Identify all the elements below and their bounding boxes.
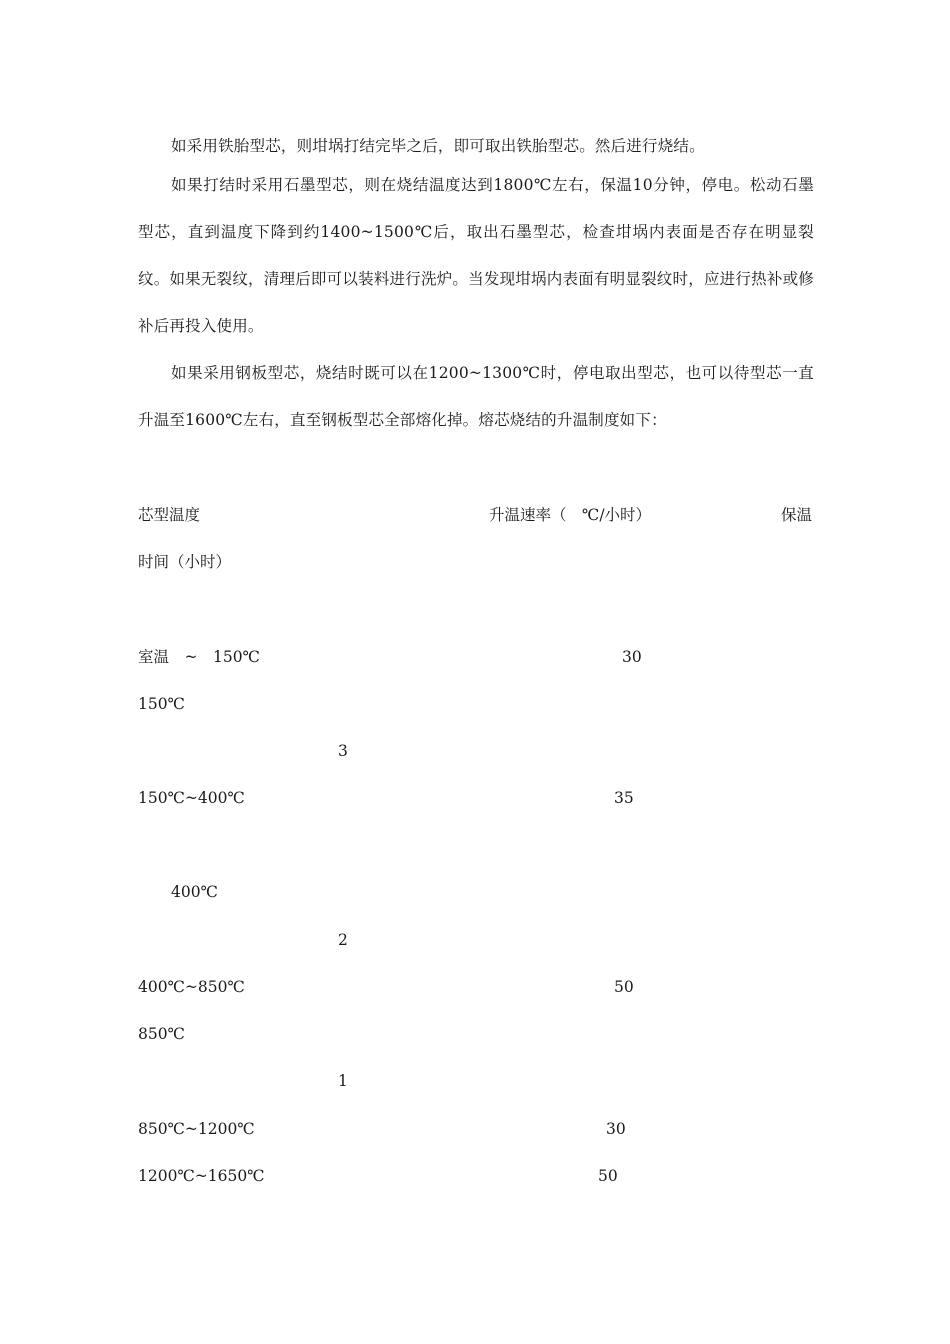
row-temp-150: 150℃ xyxy=(138,695,185,713)
row-temp-150-400: 150℃~400℃ xyxy=(138,789,245,807)
row-hold-150: 3 xyxy=(338,742,348,760)
row-rate-room-150: 30 xyxy=(622,648,642,666)
row-temp-400-850: 400℃~850℃ xyxy=(138,978,245,996)
header-core-temperature: 芯型温度 xyxy=(138,506,201,524)
row-hold-400: 2 xyxy=(338,931,348,949)
row-temp-850: 850℃ xyxy=(138,1025,185,1043)
paragraph-steel-core: 如果采用钢板型芯，烧结时既可以在1200~1300℃时，停电取出型芯，也可以待型芯一直升温至1600℃左右，直至钢板型芯全部熔化掉。熔芯烧结的升温制度如下： xyxy=(138,364,814,429)
row-hold-850: 1 xyxy=(338,1072,348,1090)
row-temp-850-1200: 850℃~1200℃ xyxy=(138,1120,255,1138)
header-hold: 保温 xyxy=(781,506,813,524)
paragraph-graphite-core: 如果打结时采用石墨型芯，则在烧结温度达到1800℃左右，保温10分钟，停电。松动石墨型芯，直到温度下降到约1400~1500℃后，取出石墨型芯，检查坩埚内表面是否存在明显裂纹。如果无裂纹，清理后即可以装料进行洗炉。当发现坩埚内表面有明显裂纹时，应进行热补或修补后再投入使用。 xyxy=(138,176,814,335)
row-temp-1200-1650: 1200℃~1650℃ xyxy=(138,1167,265,1185)
row-rate-850-1200: 30 xyxy=(606,1120,626,1138)
row-rate-400-850: 50 xyxy=(614,978,634,996)
header-hold-time: 时间（小时） xyxy=(138,553,232,571)
row-rate-1200-1650: 50 xyxy=(598,1167,618,1185)
row-rate-150-400: 35 xyxy=(614,789,634,807)
paragraph-iron-core: 如采用铁胎型芯，则坩埚打结完毕之后，即可取出铁胎型芯。然后进行烧结。 xyxy=(171,137,705,155)
row-temp-400: 400℃ xyxy=(171,883,218,901)
header-heating-rate: 升温速率（ ℃/小时） xyxy=(489,506,652,524)
row-temp-room-150: 室温 ~ 150℃ xyxy=(138,648,260,666)
